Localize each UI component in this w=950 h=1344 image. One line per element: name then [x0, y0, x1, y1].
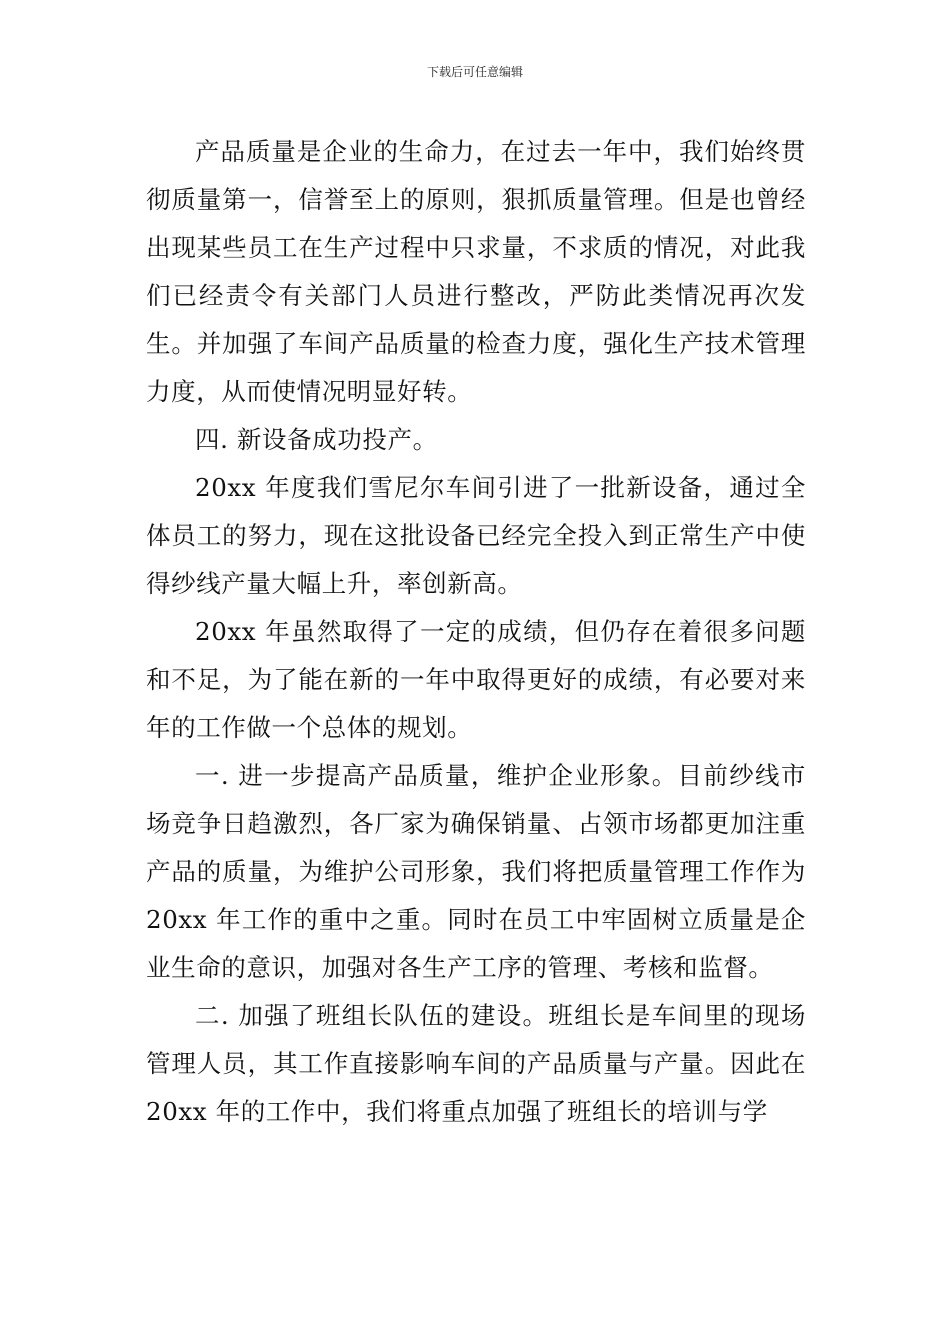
document-body — [146, 128, 806, 1136]
paragraph-plan-intro: 20xx 年虽然取得了一定的成绩，但仍存在着很多问题和不足，为了能在新的一年中取得更好的成绩，有必要对来年的工作做一个总体的规划。 — [146, 617, 806, 742]
paragraph-plan-item-one: 一. 进一步提高产品质量，维护企业形象。目前纱线市场竞争日趋激烈，各厂家为确保销量、占领市场都更加注重产品的质量，为维护公司形象，我们将把质量管理工作作为 20xx 年工作的重中之重。同时在员工中牢固树立质量是企业生命的意识，加强对各生产工序的管理、考核和监督。 — [146, 761, 806, 982]
paragraph-plan-item-two: 二. 加强了班组长队伍的建设。班组长是车间里的现场管理人员，其工作直接影响车间的产品质量与产量。因此在 20xx 年的工作中，我们将重点加强了班组长的培训与学 — [146, 1001, 806, 1126]
paragraph-section-four-heading: 四. 新设备成功投产。 — [195, 425, 438, 454]
page-header: 下载后可任意编辑 — [426, 65, 523, 79]
paragraph-quality: 产品质量是企业的生命力，在过去一年中，我们始终贯彻质量第一，信誉至上的原则，狠抓质量管理。但是也曾经出现某些员工在生产过程中只求量，不求质的情况，对此我们已经责令有关部门人员进行整改，严防此类情况再次发生。并加强了车间产品质量的检查力度，强化生产技术管理力度，从而使情况明显好转。 — [146, 137, 806, 406]
paragraph-new-equipment: 20xx 年度我们雪尼尔车间引进了一批新设备，通过全体员工的努力，现在这批设备已经完全投入到正常生产中使得纱线产量大幅上升，率创新高。 — [146, 473, 806, 598]
